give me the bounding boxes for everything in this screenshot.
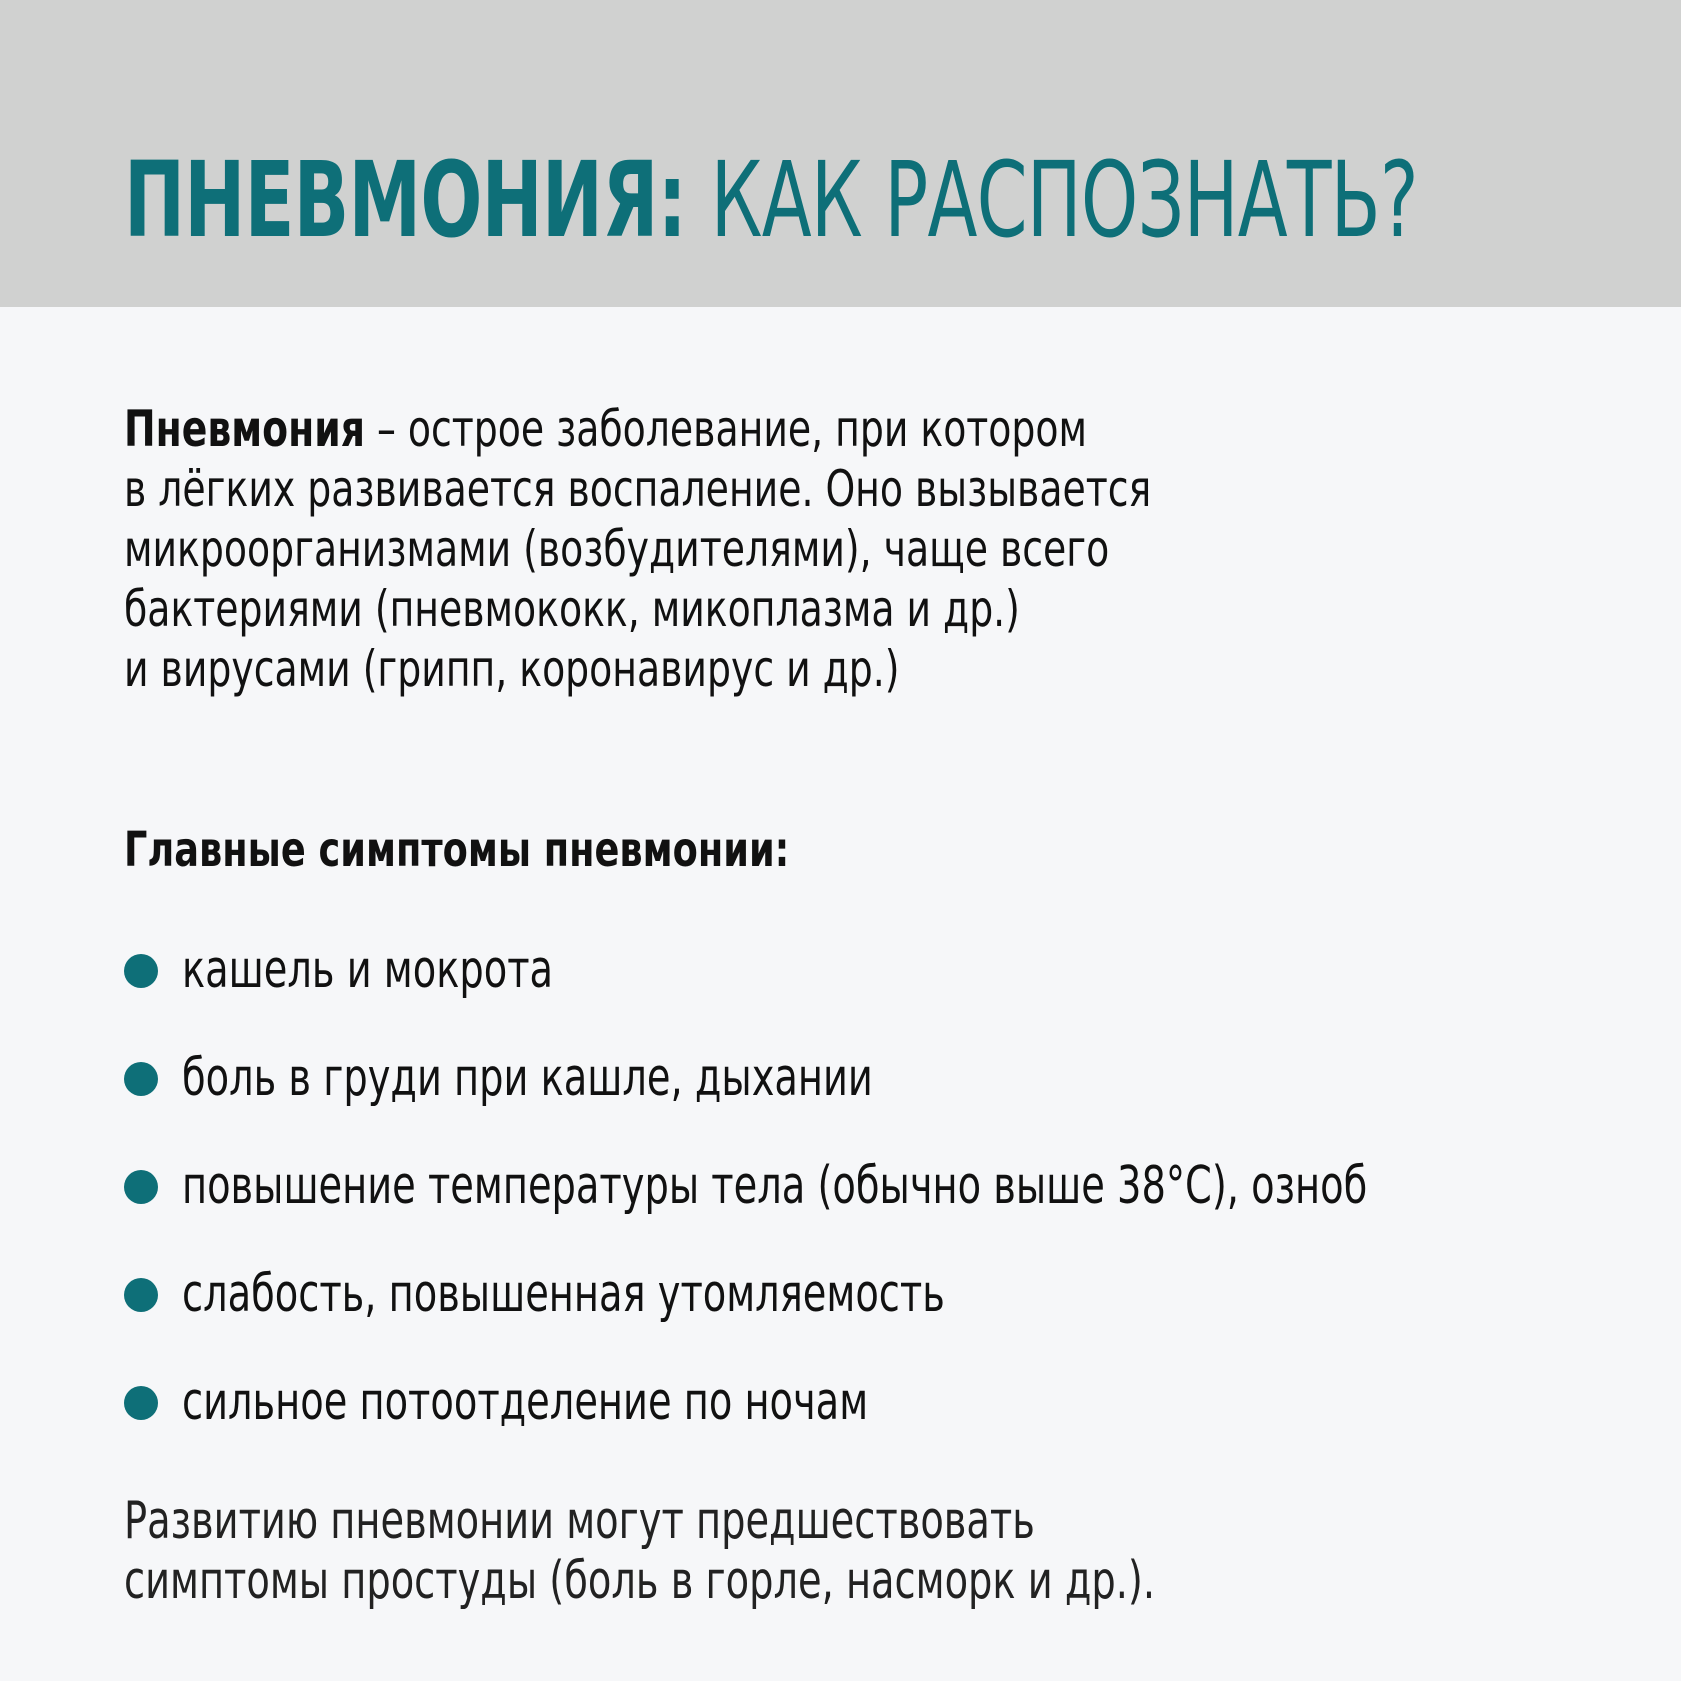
symptom-text: повышение температуры тела (обычно выше 38°С), озноб: [182, 1156, 1368, 1216]
footnote-paragraph: [124, 1491, 1155, 1611]
intro-line: и вирусами (грипп, коронавирус и др.): [124, 640, 900, 698]
intro-line: бактериями (пневмококк, микоплазма и др.): [124, 580, 1020, 638]
intro-line: [124, 399, 1384, 459]
symptom-text: слабость, повышенная утомляемость: [182, 1264, 945, 1324]
symptom-text: боль в груди при кашле, дыхании: [182, 1048, 873, 1108]
title-strong: ПНЕВМОНИЯ:: [124, 139, 687, 261]
symptom-text: кашель и мокрота: [182, 940, 554, 1000]
page-title: [124, 139, 1418, 261]
title-light: КАК РАСПОЗНАТЬ?: [710, 139, 1418, 261]
bullet-icon: [124, 1278, 158, 1312]
intro-line: в лёгких развивается воспаление. Оно вызывается: [124, 460, 1152, 518]
bullet-icon: [124, 1386, 158, 1420]
intro-line-1-text: – острое заболевание, при котором: [364, 400, 1088, 458]
symptoms-heading: Главные симптомы пневмонии:: [124, 822, 790, 878]
symptom-text: сильное потоотделение по ночам: [182, 1372, 869, 1432]
bullet-icon: [124, 954, 158, 988]
intro-paragraph: [124, 399, 1384, 699]
bullet-icon: [124, 1062, 158, 1096]
header-band: [0, 0, 1681, 307]
intro-line: микроорганизмами (возбудителями), чаще всего: [124, 520, 1110, 578]
footnote-line: Развитию пневмонии могут предшествовать: [124, 1491, 1035, 1551]
footnote-line: симптомы простуды (боль в горле, насморк и др.).: [124, 1551, 1156, 1611]
intro-term: Пневмония: [124, 400, 365, 458]
bullet-icon: [124, 1170, 158, 1204]
